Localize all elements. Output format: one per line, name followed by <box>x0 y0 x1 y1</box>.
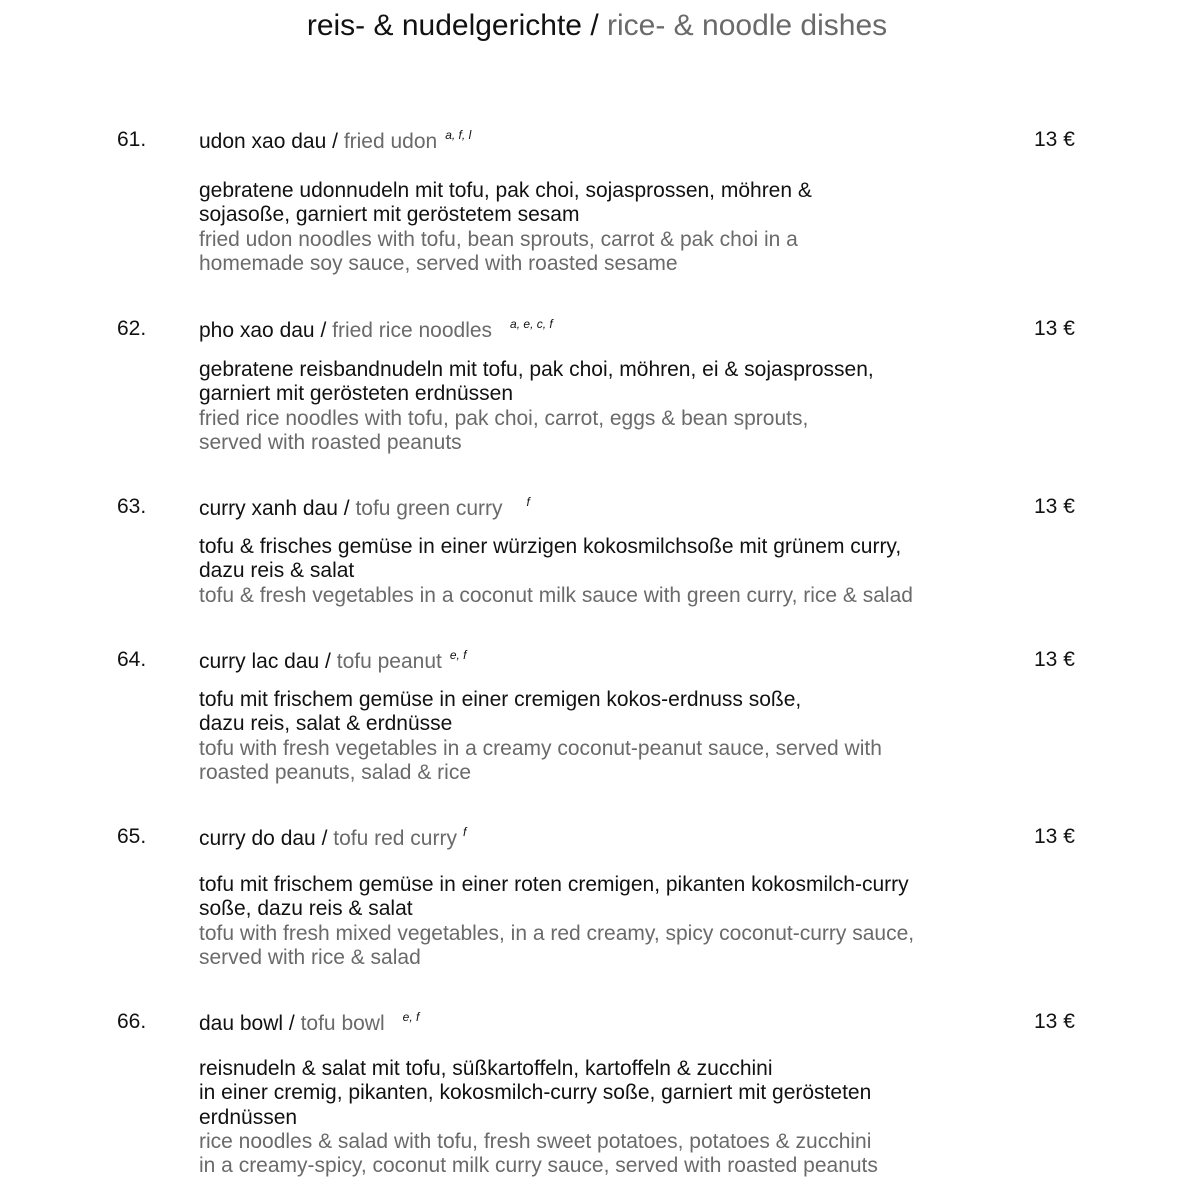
description-english-line: fried udon noodles with tofu, bean sprouts, carrot & pak choi in a <box>199 227 798 251</box>
item-price: 13 € <box>1034 128 1075 151</box>
item-name <box>199 1011 419 1039</box>
item-number: 61. <box>117 128 147 151</box>
item-name <box>199 129 471 157</box>
description-german-line: erdnüssen <box>199 1105 298 1129</box>
description-german-line: soße, dazu reis & salat <box>199 897 413 921</box>
item-name-english: tofu peanut <box>336 650 442 673</box>
description-german-line: reisnudeln & salat mit tofu, süßkartoffeln, kartoffeln & zucchini <box>199 1057 773 1080</box>
item-name-english: tofu bowl <box>300 1012 385 1035</box>
item-number: 66. <box>117 1010 147 1033</box>
description-english-line: in a creamy-spicy, coconut milk curry sauce, served with roasted peanuts <box>199 1154 878 1178</box>
page-title-german: reis- & nudelgerichte <box>306 9 582 42</box>
item-description <box>199 358 999 455</box>
item-name-separator: / <box>314 319 333 342</box>
item-name-english: fried rice noodles <box>332 319 493 342</box>
description-german-line: gebratene udonnudeln mit tofu, pak choi, sojasprossen, möhren & <box>199 179 812 202</box>
description-german-line: garniert mit gerösteten erdnüssen <box>199 382 514 406</box>
item-name <box>199 826 466 854</box>
description-english-line: tofu with fresh vegetables in a creamy coconut-peanut sauce, served with <box>199 736 882 760</box>
description-english-line: homemade soy sauce, served with roasted sesame <box>199 251 678 275</box>
item-description <box>199 535 999 608</box>
item-price: 13 € <box>1034 1010 1075 1033</box>
description-english-line: tofu with fresh mixed vegetables, in a red creamy, spicy coconut-curry sauce, <box>199 921 915 945</box>
item-number: 63. <box>117 495 147 518</box>
item-description <box>199 873 999 970</box>
item-name-english: tofu red curry <box>333 827 457 850</box>
item-name-german: curry lac dau <box>199 650 320 673</box>
page-title <box>0 6 1194 46</box>
item-description <box>199 179 999 276</box>
item-name-separator: / <box>337 497 356 520</box>
item-name-german: pho xao dau <box>199 319 315 342</box>
allergen-codes: e, f <box>449 648 467 662</box>
item-price: 13 € <box>1034 825 1075 848</box>
description-english-line: tofu & fresh vegetables in a coconut milk sauce with green curry, rice & salad <box>199 583 913 607</box>
item-name-german: curry xanh dau <box>199 497 338 520</box>
item-price: 13 € <box>1034 495 1075 518</box>
description-english-line: rice noodles & salad with tofu, fresh sweet potatoes, potatoes & zucchini <box>199 1129 872 1153</box>
allergen-codes: e, f <box>402 1010 420 1024</box>
description-german-line: tofu mit frischem gemüse in einer cremigen kokos-erdnuss soße, <box>199 688 802 711</box>
item-name-english: tofu green curry <box>355 497 503 520</box>
item-price: 13 € <box>1034 648 1075 671</box>
allergen-codes: a, f, l <box>445 128 472 142</box>
item-number: 65. <box>117 825 147 848</box>
item-description <box>199 688 999 785</box>
item-name <box>199 496 530 524</box>
description-german-line: sojasoße, garniert mit geröstetem sesam <box>199 203 580 227</box>
item-description <box>199 1057 999 1178</box>
description-german-line: dazu reis & salat <box>199 559 355 583</box>
item-name-separator: / <box>319 650 337 673</box>
description-german-line: dazu reis, salat & erdnüsse <box>199 712 453 736</box>
item-name-german: dau bowl <box>199 1012 284 1035</box>
item-name-separator: / <box>326 130 344 153</box>
item-name <box>199 649 467 677</box>
description-english-line: fried rice noodles with tofu, pak choi, carrot, eggs & bean sprouts, <box>199 406 809 430</box>
description-german-line: gebratene reisbandnudeln mit tofu, pak choi, möhren, ei & sojasprossen, <box>199 358 874 381</box>
item-name-english: fried udon <box>343 130 438 153</box>
item-price: 13 € <box>1034 317 1075 340</box>
description-english-line: served with roasted peanuts <box>199 430 462 454</box>
item-name <box>199 318 553 346</box>
allergen-codes: a, e, c, f <box>510 317 553 331</box>
description-german-line: tofu & frisches gemüse in einer würzigen kokosmilchsoße mit grünem curry, <box>199 535 902 558</box>
description-german-line: in einer cremig, pikanten, kokosmilch-curry soße, garniert mit gerösteten <box>199 1081 872 1105</box>
description-english-line: roasted peanuts, salad & rice <box>199 760 471 784</box>
item-number: 62. <box>117 317 147 340</box>
item-name-german: curry do dau <box>199 827 316 850</box>
item-number: 64. <box>117 648 147 671</box>
page-title-english: rice- & noodle dishes <box>607 9 888 42</box>
page-title-separator: / <box>581 9 607 42</box>
allergen-codes: f <box>462 825 467 839</box>
item-name-separator: / <box>283 1012 301 1035</box>
description-english-line: served with rice & salad <box>199 945 421 969</box>
item-name-separator: / <box>315 827 334 850</box>
description-german-line: tofu mit frischem gemüse in einer roten cremigen, pikanten kokosmilch-curry <box>199 873 909 896</box>
item-name-german: udon xao dau <box>199 130 327 153</box>
allergen-codes: f <box>526 495 530 509</box>
